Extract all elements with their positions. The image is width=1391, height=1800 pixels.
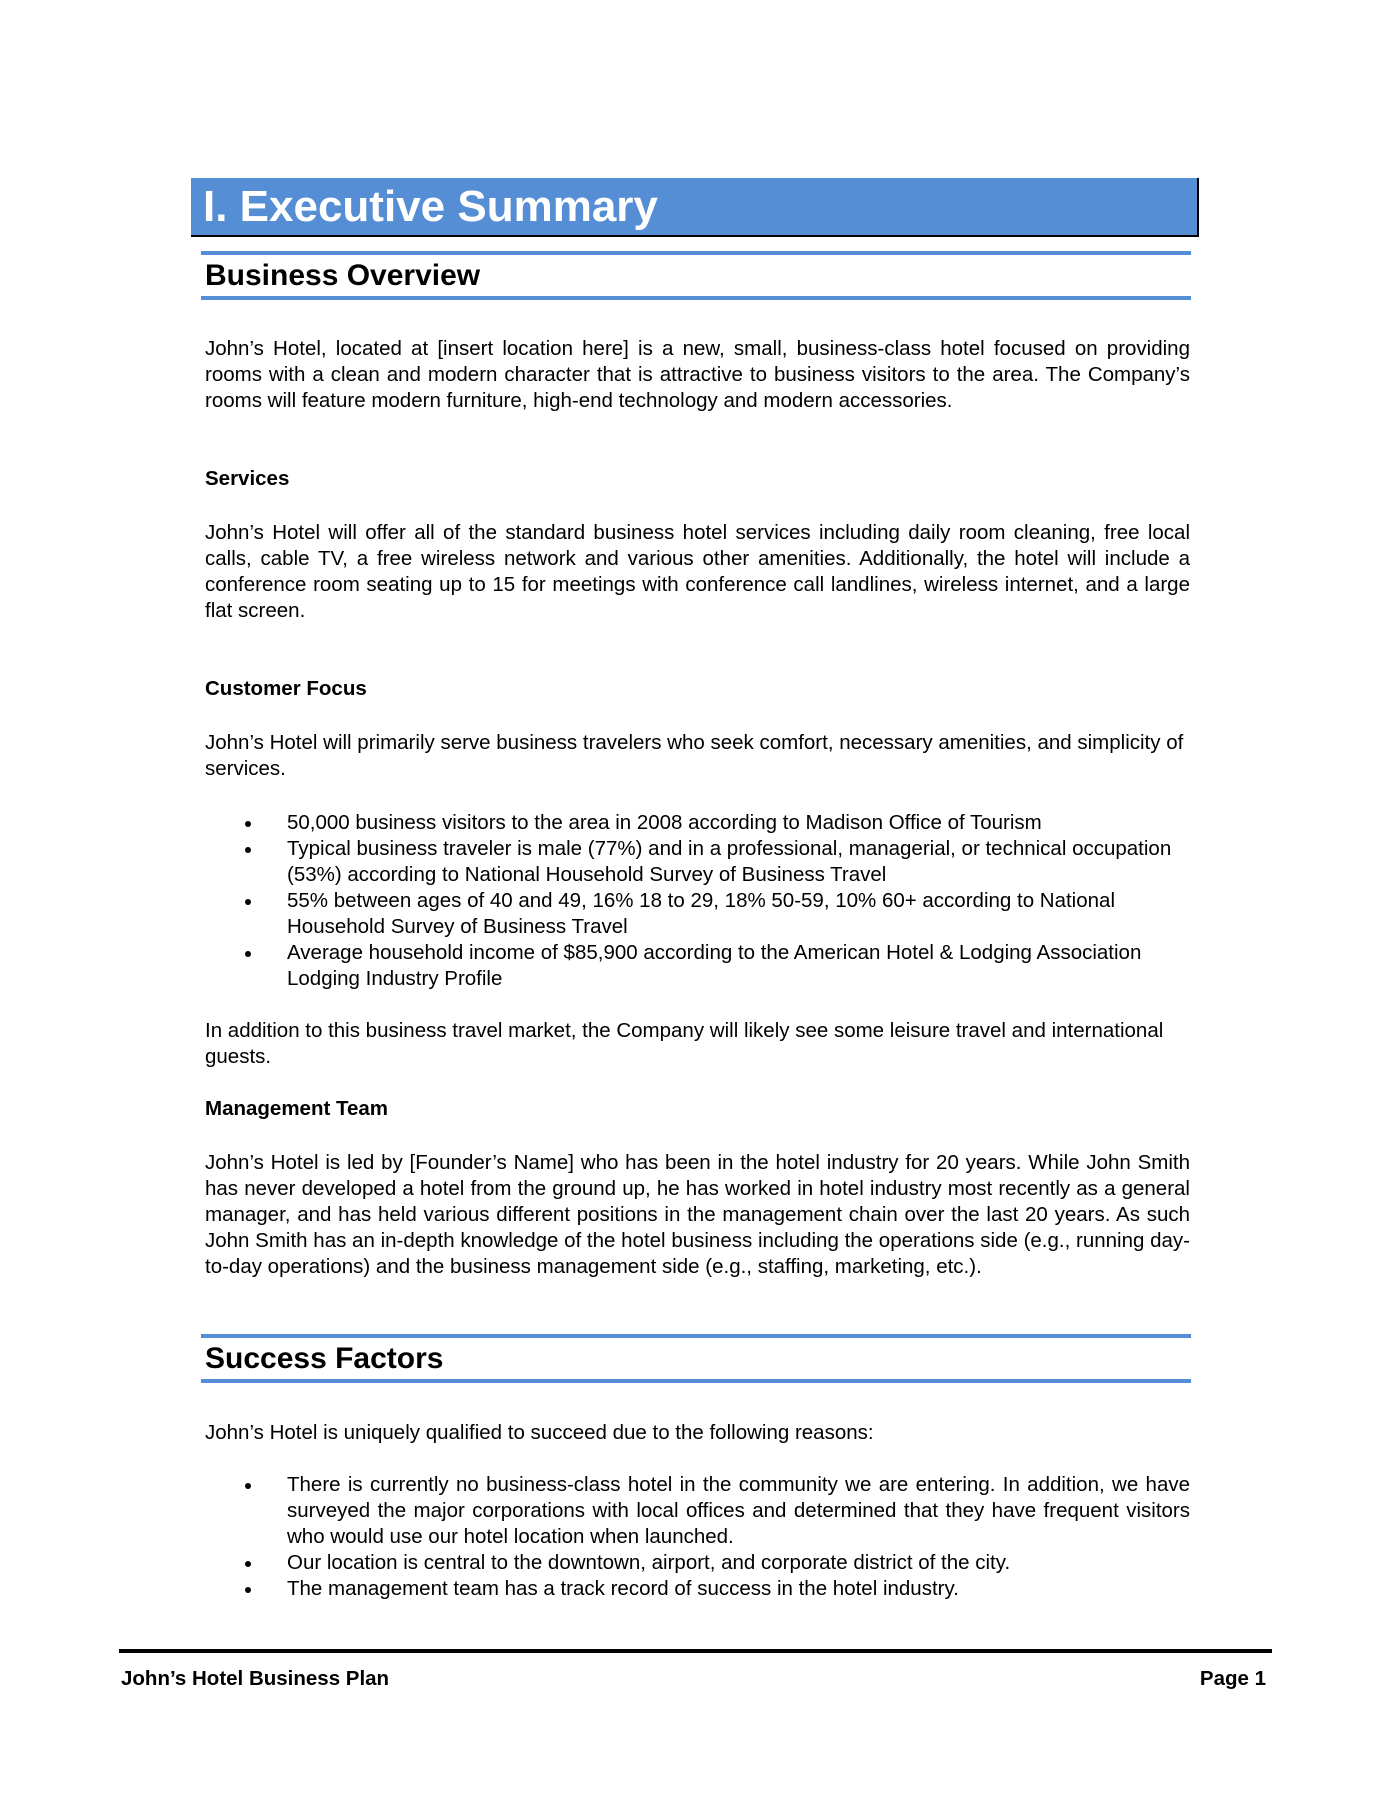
bullet-icon (245, 847, 251, 853)
chapter-title: I. Executive Summary (203, 182, 658, 231)
list-item: 55% between ages of 40 and 49, 16% 18 to 29, 18% 50-59, 10% 60+ according to National Household Survey of Business Travel (205, 888, 1190, 940)
bullet-icon (245, 951, 251, 957)
services-paragraph: John’s Hotel will offer all of the standard business hotel services including daily room cleaning, free local calls, cable TV, a free wireless network and various other amenities. Additionally, the hotel will include a conference room seating up to 15 for meetings with conference call landlines, wireless internet, and a large flat screen. (205, 521, 1190, 622)
footer-document-title: John’s Hotel Business Plan (121, 1667, 390, 1690)
section-rule-bottom (201, 296, 1191, 300)
section-title-success-factors: Success Factors (205, 1342, 444, 1375)
list-item: The management team has a track record of success in the hotel industry. (205, 1576, 1190, 1602)
business-overview-paragraph: John’s Hotel, located at [insert location here] is a new, small, business-class hotel focused on providing rooms with a clean and modern character that is attractive to business visitors to the area. The Company’s rooms will feature modern furniture, high-end technology and modern accessories. (205, 337, 1190, 412)
bullet-icon (245, 899, 251, 905)
management-team-paragraph: John’s Hotel is led by [Founder’s Name] who has been in the hotel industry for 20 years. While John Smith has never developed a hotel from the ground up, he has worked in hotel industry most recently as a general manager, and has held various different positions in the management chain over the last 20 years. As such John Smith has an in-depth knowledge of the hotel business including the operations side (e.g., running day-to-day operations) and the business management side (e.g., staffing, marketing, etc.). (205, 1151, 1190, 1278)
bullet-icon (245, 821, 251, 827)
list-item: 50,000 business visitors to the area in 2008 according to Madison Office of Tourism (205, 810, 1190, 836)
success-factors-bullet-list (205, 1472, 1190, 1602)
list-item: Typical business traveler is male (77%) and in a professional, managerial, or technical occupation (53%) according to National Household Survey of Business Travel (205, 836, 1190, 888)
customer-focus-paragraph: John’s Hotel will primarily serve business travelers who seek comfort, necessary amenities, and simplicity of services. (205, 731, 1184, 780)
footer-page-number: Page 1 (1199, 1667, 1266, 1690)
bullet-icon (245, 1561, 251, 1567)
subheading-customer-focus: Customer Focus (205, 677, 367, 700)
list-item: Average household income of $85,900 according to the American Hotel & Lodging Association Lodging Industry Profile (205, 940, 1190, 992)
subheading-management-team: Management Team (205, 1097, 389, 1120)
bullet-icon (245, 1587, 251, 1593)
section-rule-top (201, 1334, 1191, 1338)
section-rule-top (201, 251, 1191, 255)
success-factors-intro: John’s Hotel is uniquely qualified to succeed due to the following reasons: (205, 1421, 874, 1444)
customer-focus-bullet-list (205, 810, 1190, 992)
footer-rule (119, 1649, 1272, 1653)
customer-focus-closing-paragraph: In addition to this business travel market, the Company will likely see some leisure travel and international guests. (205, 1019, 1164, 1068)
bullet-icon (245, 1483, 251, 1489)
section-title-business-overview: Business Overview (205, 259, 481, 292)
list-item: There is currently no business-class hotel in the community we are entering. In addition, we have surveyed the major corporations with local offices and determined that they have frequent visitors who would use our hotel location when launched. (205, 1472, 1190, 1550)
chapter-header-bar (191, 178, 1199, 237)
section-rule-bottom (201, 1379, 1191, 1383)
list-item: Our location is central to the downtown, airport, and corporate district of the city. (205, 1550, 1190, 1576)
subheading-services: Services (205, 467, 290, 490)
